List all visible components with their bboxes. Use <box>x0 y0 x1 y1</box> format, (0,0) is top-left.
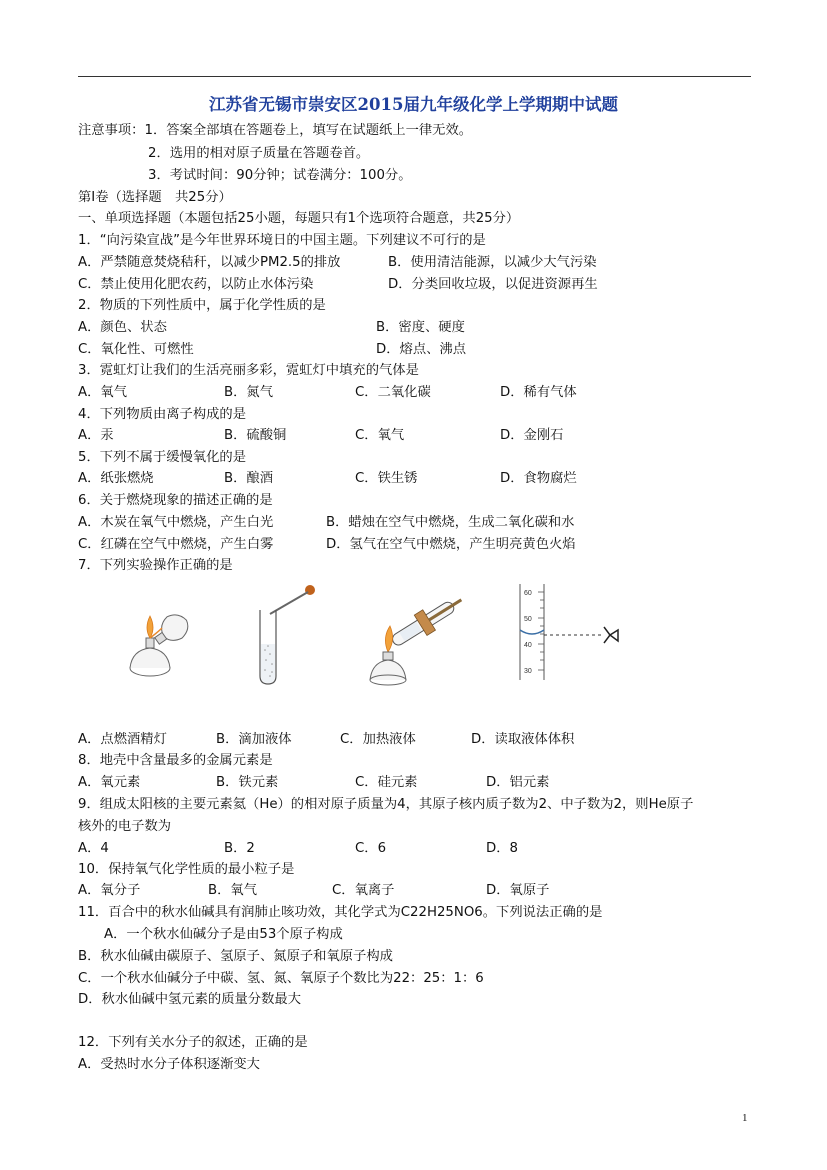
q4-stem: 4．下列物质由离子构成的是 <box>78 407 247 422</box>
q11-option-d: D．秋水仙碱中氢元素的质量分数最大 <box>78 992 301 1007</box>
q11-stem: 11．百合中的秋水仙碱具有润肺止咳功效，其化学式为C22H25NO6。下列说法正确的是 <box>78 905 603 920</box>
q9-stem-line1: 9．组成太阳核的主要元素氦（He）的相对原子质量为4，其原子核内质子数为2、中子数为2，则He原子 <box>78 797 694 812</box>
page-number: 1 <box>742 1112 748 1124</box>
q3-option-c: C．二氧化碳 <box>355 385 431 400</box>
cylinder-tick-30: 30 <box>524 668 532 675</box>
q5-stem: 5．下列不属于缓慢氧化的是 <box>78 450 247 465</box>
q8-option-d: D．铝元素 <box>486 775 550 790</box>
cylinder-tick-40: 40 <box>524 642 532 649</box>
q1-option-a: A．严禁随意焚烧秸秆，以减少PM2.5的排放 <box>78 255 341 270</box>
q7-stem: 7．下列实验操作正确的是 <box>78 558 233 573</box>
q8-option-c: C．硅元素 <box>355 775 418 790</box>
heating-test-tube-figure <box>360 588 480 688</box>
q7-option-d: D．读取液体体积 <box>471 732 575 747</box>
q1-stem: 1．“向污染宣战”是今年世界环境日的中国主题。下列建议不可行的是 <box>78 233 486 248</box>
q6-stem: 6．关于燃烧现象的描述正确的是 <box>78 493 273 508</box>
q2-stem: 2．物质的下列性质中，属于化学性质的是 <box>78 298 326 313</box>
q5-option-c: C．铁生锈 <box>355 471 418 486</box>
graduated-cylinder-reading-figure <box>500 580 630 688</box>
q6-option-c: C．红磷在空气中燃烧，产生白雾 <box>78 537 274 552</box>
q9-option-d: D．8 <box>486 841 518 856</box>
q9-option-b: B．2 <box>224 841 255 856</box>
q3-stem: 3．霓虹灯让我们的生活亮丽多彩，霓虹灯中填充的气体是 <box>78 363 419 378</box>
page-title: 江苏省无锡市崇安区2015届九年级化学上学期期中试题 <box>209 95 618 114</box>
q11-option-b: B．秋水仙碱由碳原子、氢原子、氮原子和氧原子构成 <box>78 949 393 964</box>
q5-option-a: A．纸张燃烧 <box>78 471 154 486</box>
q7-figures <box>120 580 700 690</box>
q11-option-a: A．一个秋水仙碱分子是由53个原子构成 <box>104 927 343 942</box>
q2-option-c: C．氧化性、可燃性 <box>78 342 194 357</box>
note-3: 3．考试时间：90分钟；试卷满分：100分。 <box>148 168 412 183</box>
q1-option-c: C．禁止使用化肥农药，以防止水体污染 <box>78 277 314 292</box>
q8-option-b: B．铁元素 <box>216 775 279 790</box>
note-1: 注意事项：1．答案全部填在答题卷上，填写在试题纸上一律无效。 <box>78 123 473 138</box>
q11-option-c: C．一个秋水仙碱分子中碳、氢、氮、氧原子个数比为22：25：1：6 <box>78 971 484 986</box>
section-heading: 一、单项选择题（本题包括25小题，每题只有1个选项符合题意，共25分） <box>78 211 520 226</box>
q10-option-b: B．氧气 <box>208 883 258 898</box>
q2-option-d: D．熔点、沸点 <box>376 342 467 357</box>
q9-option-a: A．4 <box>78 841 109 856</box>
q4-option-a: A．汞 <box>78 428 114 443</box>
q10-option-a: A．氧分子 <box>78 883 141 898</box>
q7-option-a: A．点燃酒精灯 <box>78 732 167 747</box>
q3-option-d: D．稀有气体 <box>500 385 577 400</box>
q4-option-c: C．氧气 <box>355 428 405 443</box>
q2-option-a: A．颜色、状态 <box>78 320 167 335</box>
q5-option-b: B．酿酒 <box>224 471 274 486</box>
alcohol-lamp-lighting-figure <box>120 598 210 688</box>
q1-option-b: B．使用清洁能源，以减少大气污染 <box>388 255 597 270</box>
q3-option-a: A．氧气 <box>78 385 127 400</box>
q10-option-c: C．氧离子 <box>332 883 395 898</box>
note-2: 2．选用的相对原子质量在答题卷首。 <box>148 146 370 161</box>
q6-option-a: A．木炭在氧气中燃烧，产生白光 <box>78 515 274 530</box>
q9-option-c: C．6 <box>355 841 387 856</box>
cylinder-tick-60: 60 <box>524 590 532 597</box>
q10-option-d: D．氧原子 <box>486 883 550 898</box>
q9-stem-line2: 核外的电子数为 <box>78 819 172 834</box>
q1-option-d: D．分类回收垃圾，以促进资源再生 <box>388 277 598 292</box>
q4-option-b: B．硫酸铜 <box>224 428 287 443</box>
q6-option-d: D．氢气在空气中燃烧，产生明亮黄色火焰 <box>326 537 576 552</box>
q2-option-b: B．密度、硬度 <box>376 320 465 335</box>
dropper-test-tube-figure <box>248 580 328 688</box>
q12-option-a: A．受热时水分子体积逐渐变大 <box>78 1057 260 1072</box>
q8-option-a: A．氧元素 <box>78 775 141 790</box>
q10-stem: 10．保持氧气化学性质的最小粒子是 <box>78 862 295 877</box>
q6-option-b: B．蜡烛在空气中燃烧，生成二氧化碳和水 <box>326 515 575 530</box>
q4-option-d: D．金刚石 <box>500 428 564 443</box>
q8-stem: 8．地壳中含量最多的金属元素是 <box>78 753 273 768</box>
part-heading: 第Ⅰ卷（选择题 共25分） <box>78 190 232 205</box>
q3-option-b: B．氮气 <box>224 385 274 400</box>
cylinder-tick-50: 50 <box>524 616 532 623</box>
q5-option-d: D．食物腐烂 <box>500 471 577 486</box>
header-rule <box>78 76 751 77</box>
q7-option-b: B．滴加液体 <box>216 732 292 747</box>
q12-stem: 12．下列有关水分子的叙述，正确的是 <box>78 1035 308 1050</box>
q7-option-c: C．加热液体 <box>340 732 416 747</box>
